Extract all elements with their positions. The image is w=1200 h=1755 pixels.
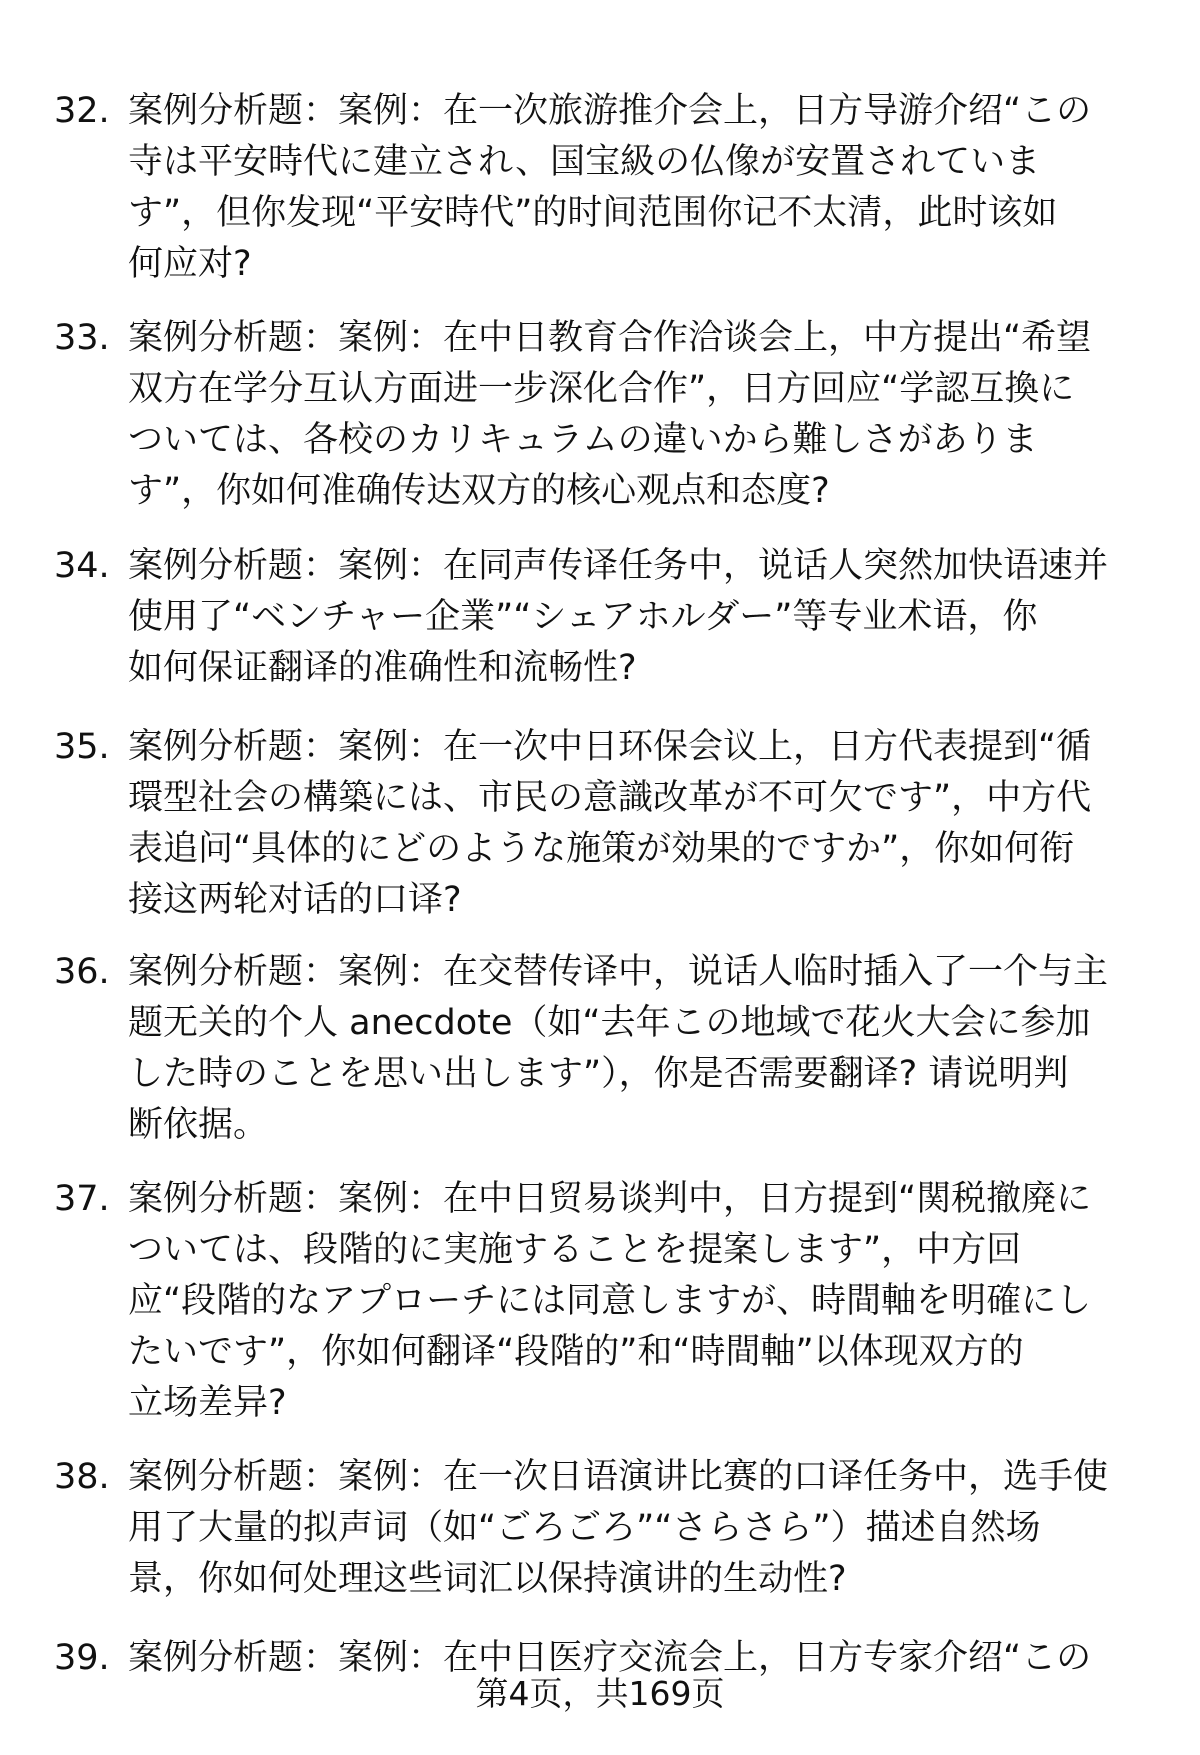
question-text-line: 双方在学分互认方面进一步深化合作”，日方回应“学認互換に	[128, 369, 1075, 409]
question-text-line: 案例分析题：案例：在一次中日环保会议上，日方代表提到“循	[128, 727, 1092, 767]
question-text-line: 表追问“具体的にどのような施策が効果的ですか”，你如何衔	[128, 829, 1075, 869]
question-text-line: 寺は平安時代に建立され、国宝級の仏像が安置されていま	[128, 142, 1041, 182]
question-text-line: 题无关的个人 anecdote（如“去年この地域で花火大会に参加	[128, 1003, 1091, 1043]
question-text-line: 案例分析题：案例：在交替传译中，说话人临时插入了一个与主	[128, 952, 1109, 992]
question-text-line: 景，你如何处理这些词汇以保持演讲的生动性?	[128, 1559, 847, 1599]
question-text-line: 案例分析题：案例：在中日教育合作洽谈会上，中方提出“希望	[128, 318, 1092, 358]
question-text-line: 環型社会の構築には、市民の意識改革が不可欠です”，中方代	[128, 778, 1092, 818]
question-number: 37.	[54, 1179, 110, 1219]
question-text-line: ついては、段階的に実施することを提案します”，中方回	[128, 1230, 1022, 1270]
question-text	[128, 1452, 1138, 1605]
question-text-line: 案例分析题：案例：在同声传译任务中，说话人突然加快语速并	[128, 546, 1109, 586]
question-text-line: ついては、各校のカリキュラムの違いから難しさがありま	[128, 420, 1038, 460]
question-text	[128, 722, 1138, 926]
question-text-line: 案例分析题：案例：在中日贸易谈判中，日方提到“関税撤廃に	[128, 1179, 1092, 1219]
question-text-line: 案例分析题：案例：在一次旅游推介会上，日方导游介绍“この	[128, 91, 1092, 131]
question-text-line: 案例分析题：案例：在一次日语演讲比赛的口译任务中，选手使	[128, 1457, 1109, 1497]
question-number: 33.	[54, 318, 110, 358]
question-text-line: 使用了“ベンチャー企業”“シェアホルダー”等专业术语，你	[128, 597, 1038, 637]
question-text-line: 接这两轮对话的口译?	[128, 880, 462, 920]
question-text-line: 立场差异?	[128, 1383, 287, 1423]
question-number: 38.	[54, 1457, 110, 1497]
question-number: 34.	[54, 546, 110, 586]
question-text-line: 应“段階的なアプローチには同意しますが、時間軸を明確にし	[128, 1281, 1092, 1321]
question-text	[128, 1174, 1138, 1429]
question-text	[128, 541, 1138, 694]
question-text	[128, 313, 1138, 517]
question-text-line: 案例分析题：案例：在中日医疗交流会上，日方专家介绍“この	[128, 1638, 1092, 1678]
question-text-line: 如何保证翻译的准确性和流畅性?	[128, 648, 637, 688]
question-text-line: 用了大量的拟声词（如“ごろごろ”“さらさら”）描述自然场	[128, 1508, 1041, 1548]
question-text-line: 断依据。	[128, 1105, 269, 1145]
question-number: 35.	[54, 727, 110, 767]
question-number: 36.	[54, 952, 110, 992]
question-text	[128, 947, 1138, 1151]
question-text-line: した時のことを思い出します”），你是否需要翻译? 请说明判	[128, 1054, 1069, 1094]
page-footer: 第4页，共169页	[475, 1674, 725, 1713]
question-text-line: す”，你如何准确传达双方的核心观点和态度?	[128, 471, 830, 511]
question-number: 39.	[54, 1638, 110, 1678]
question-text	[128, 86, 1138, 290]
question-text-line: たいです”，你如何翻译“段階的”和“時間軸”以体现双方的	[128, 1332, 1024, 1372]
question-text-line: 何应对?	[128, 244, 252, 284]
question-text-line: す”，但你发现“平安時代”的时间范围你记不太清，此时该如	[128, 193, 1058, 233]
question-number: 32.	[54, 91, 110, 131]
